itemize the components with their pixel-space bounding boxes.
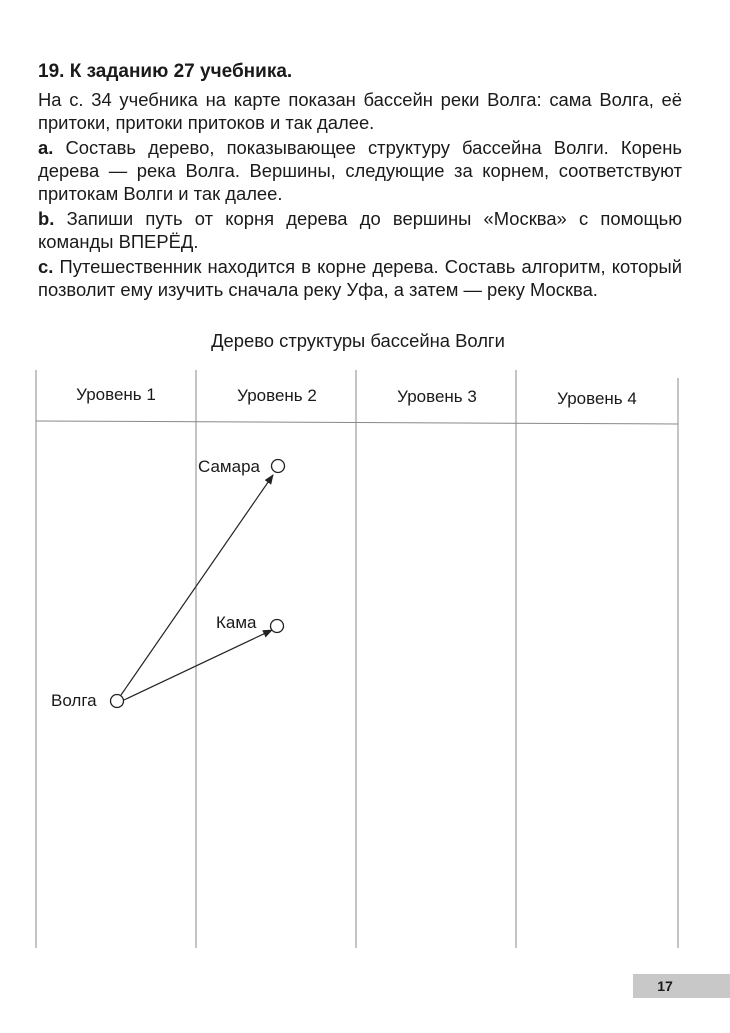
node-samara-label: Самара [198,457,260,476]
column-header-level-1: Уровень 1 [76,385,156,404]
table-grid [36,370,678,948]
page-number: 17 [657,978,673,994]
node-kama-circle [271,620,284,633]
edge-volga-kama [124,630,272,700]
node-volga-label: Волга [51,691,97,710]
item-letter: b. [38,208,55,229]
item-text: Запиши путь от корня дерева до вершины «Москва» с помощью команды ВПЕРЁД. [38,208,682,252]
node-volga-circle [111,695,124,708]
item-letter: c. [38,256,54,277]
table-caption: Дерево структуры бассейна Волги [211,330,505,351]
node-samara-circle [272,460,285,473]
column-header-level-2: Уровень 2 [237,386,317,405]
column-header-level-4: Уровень 4 [557,389,637,408]
edge-volga-samara [121,475,273,695]
item-text: Составь дерево, показывающее структуру бассейна Волги. Корень дерева — река Волга. Вершины, следующие за корнем, соответствуют притокам Волги и так далее. [38,137,682,204]
page-number-box [633,974,730,998]
column-header-level-3: Уровень 3 [397,387,477,406]
task-intro: На с. 34 учебника на карте показан бассейн реки Волга: сама Волга, её притоки, притоки притоков и так далее. [38,89,682,133]
task-title: 19. К заданию 27 учебника. [38,61,293,82]
item-letter: a. [38,137,54,158]
node-kama-label: Кама [216,613,257,632]
item-text: Путешественник находится в корне дерева. Составь алгоритм, который позволит ему изучить сначала реку Уфа, а затем — реку Москва. [38,256,682,300]
